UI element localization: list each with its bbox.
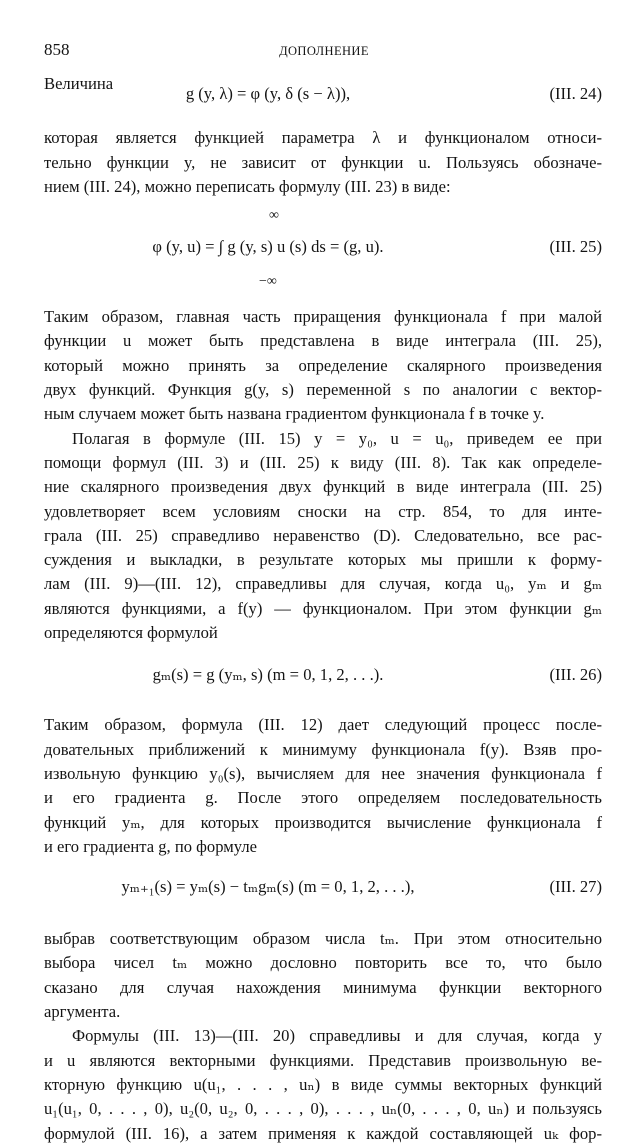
equation-tag: (III. 24) <box>549 84 602 104</box>
text-line: помощи формул (III. 3) и (III. 25) к виду (III. 8). Так как определе- <box>44 452 602 472</box>
equation-formula: yₘ₊₁(s) = yₘ(s) − tₘgₘ(s) (m = 0, 1, 2, . . .), <box>121 877 415 897</box>
text-line: выбора чисел tₘ можно дословно повторить все то, что было <box>44 953 602 973</box>
text-line: ным случаем может быть названа градиентом функционала f в точке y. <box>44 404 545 424</box>
text-line: выбрав соответствующим образом числа tₘ. При этом относительно <box>44 929 602 949</box>
running-title: ДОПОЛНЕНИЕ <box>279 44 369 58</box>
text-line: формулой (III. 16), а затем применяя к каждой составляющей uₖ фор- <box>44 1123 602 1143</box>
text-line: довательных приближений к минимуму функционала f(y). Взяв про- <box>44 739 602 759</box>
text-line: аргумента. <box>44 1002 121 1022</box>
equation-iii-26 <box>44 653 602 703</box>
equation-formula: φ (y, u) = ∫ g (y, s) u (s) ds = (g, u). <box>152 237 384 257</box>
text-line: которая является функцией параметра λ и функционалом относи- <box>44 128 602 148</box>
text-line: грала (III. 25) справедливо неравенство (D). Следовательно, все рас- <box>44 525 602 545</box>
page-body <box>44 72 602 1146</box>
text-line: извольную функцию y₀(s), вычисляем для нее значения функционала f <box>44 763 602 783</box>
text-line: функции u может быть представлена в виде интеграла (III. 25), <box>44 331 602 351</box>
equation-iii-27 <box>44 865 602 917</box>
integral-lower-limit: −∞ <box>259 274 277 290</box>
equation-iii-24 <box>44 72 602 116</box>
text-line: лам (III. 9)—(III. 12), справедливы для случая, когда u₀, yₘ и gₘ <box>44 574 602 594</box>
text-line: Формулы (III. 13)—(III. 20) справедливы и для случая, когда y <box>72 1026 602 1046</box>
equation-formula: gₘ(s) = g (yₘ, s) (m = 0, 1, 2, . . .). <box>152 665 384 685</box>
text-line: тельно функции y, не зависит от функции u. Пользуясь обозначе- <box>44 152 602 172</box>
equation-tag: (III. 26) <box>549 665 602 685</box>
paragraph-3 <box>44 427 602 646</box>
text-line: Таким образом, главная часть приращения функционала f при малой <box>44 307 602 327</box>
text-line: и его градиента g. После этого определяем последовательность <box>44 788 602 808</box>
text-line: сказано для случая нахождения минимума функции векторного <box>44 977 602 997</box>
paragraph-4 <box>44 713 602 859</box>
paragraph-2 <box>44 305 602 426</box>
text-line: Таким образом, формула (III. 12) дает следующий процесс после- <box>44 715 602 735</box>
paragraph-1 <box>44 126 602 199</box>
text-line: u₁(u₁, 0, . . . , 0), u₂(0, u₂, 0, . . . , 0), . . . , uₙ(0, . . . , 0, uₙ) и пользуясь <box>44 1099 602 1119</box>
text-line: Полагая в формуле (III. 15) y = y₀, u = u₀, приведем ее при <box>72 428 602 448</box>
equation-iii-25 <box>44 201 602 295</box>
text-line: кторную функцию u(u₁, . . . , uₙ) в виде суммы векторных функций <box>44 1074 602 1094</box>
integral-upper-limit: ∞ <box>269 208 279 224</box>
text-line: удовлетворяет всем условиям сноски на стр. 854, то для инте- <box>44 501 602 521</box>
intro-word: Величина <box>44 74 114 93</box>
text-line: суждения и выкладки, в результате которых мы пришли к форму- <box>44 550 602 570</box>
paragraph-5 <box>44 927 602 1024</box>
page-header <box>44 38 604 62</box>
paragraph-6 <box>44 1024 602 1145</box>
equation-tag: (III. 27) <box>549 877 602 897</box>
text-line: и u являются векторными функциями. Представив произвольную ве- <box>44 1050 602 1070</box>
text-line: который можно принять за определение скалярного произведения <box>44 355 602 375</box>
page-number: 858 <box>44 40 70 59</box>
text-line: двух функций. Функция g(y, s) переменной s по аналогии с вектор- <box>44 380 602 400</box>
equation-tag: (III. 25) <box>549 237 602 257</box>
text-line: нием (III. 24), можно переписать формулу (III. 23) в виде: <box>44 176 451 196</box>
text-line: ние скалярного произведения двух функций в виде интеграла (III. 25) <box>44 477 602 497</box>
text-line: функций yₘ, для которых производится вычисление функционала f <box>44 812 602 832</box>
text-line: являются функциями, а f(y) — функционалом. При этом функции gₘ <box>44 598 602 618</box>
equation-formula: g (y, λ) = φ (y, δ (s − λ)), <box>185 84 351 104</box>
text-line: определяются формулой <box>44 623 218 643</box>
text-line: и его градиента g, по формуле <box>44 836 257 856</box>
